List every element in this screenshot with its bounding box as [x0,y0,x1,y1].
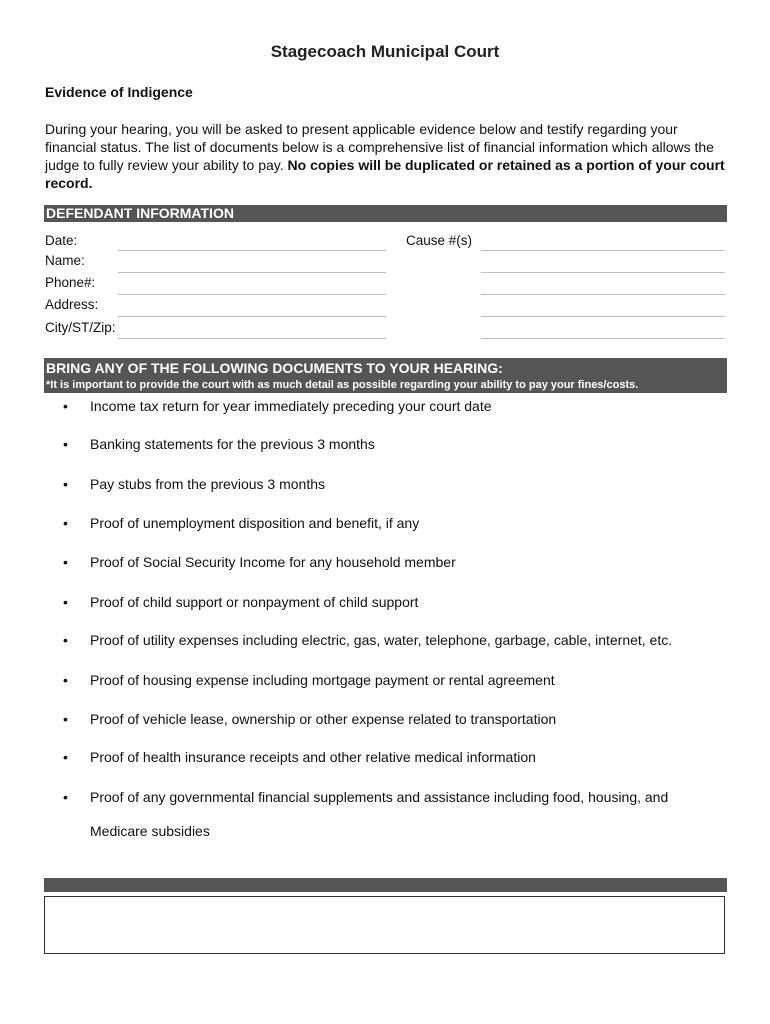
date-field[interactable] [118,250,386,251]
address-field[interactable] [118,316,386,317]
intro-paragraph [45,120,725,192]
list-item [63,435,728,453]
cause-field-1[interactable] [481,250,725,251]
list-item-text: Income tax return for year immediately preceding your court date [90,398,492,414]
documents-note: *It is important to provide the court with as much detail as possible regarding your ability to pay your fines/costs. [46,379,639,391]
bullet-icon: • [63,672,68,688]
documents-heading: BRING ANY OF THE FOLLOWING DOCUMENTS TO YOUR HEARING: [46,360,503,376]
list-item-text: Proof of any governmental financial supplements and assistance including food, housing, and [90,789,669,805]
section-subtitle: Evidence of Indigence [45,84,193,100]
bullet-icon: • [63,789,68,805]
page-title: Stagecoach Municipal Court [270,42,500,61]
notes-box[interactable] [44,896,725,954]
list-item-text: Proof of health insurance receipts and other relative medical information [90,749,536,765]
bullet-icon: • [63,749,68,765]
documents-header [44,358,727,393]
list-item [63,710,728,728]
list-item-text: Proof of housing expense including mortgage payment or rental agreement [90,672,555,688]
list-item [63,631,728,649]
list-item [63,593,728,611]
intro-bold-text: No copies will be duplicated or retained as a portion of your court record. [45,157,725,191]
list-item-continuation: Medicare subsidies [90,823,210,839]
list-item-text: Proof of unemployment disposition and benefit, if any [90,515,420,531]
intro-text: During your hearing, you will be asked to present applicable evidence below and testify regarding your financial status. The list of documents below is a comprehensive list of financial information which allows the judge to fully review your ability to pay. [45,121,714,173]
list-item-text: Proof of Social Security Income for any household member [90,554,456,570]
list-item [63,748,728,766]
date-label: Date: [45,233,78,248]
list-item [63,671,728,689]
bullet-icon: • [63,711,68,727]
bullet-icon: • [63,476,68,492]
city-state-zip-field[interactable] [118,338,386,339]
bullet-icon: • [63,515,68,531]
list-item [63,514,728,532]
footer-bar [44,878,727,892]
name-field[interactable] [118,272,386,273]
list-item [63,553,728,571]
list-item-text: Pay stubs from the previous 3 months [90,476,325,492]
bullet-icon: • [63,398,68,414]
list-item-text: Proof of vehicle lease, ownership or other expense related to transportation [90,711,557,727]
cause-field-3[interactable] [481,294,725,295]
list-item [63,397,728,415]
list-item-text: Banking statements for the previous 3 months [90,436,375,452]
cause-field-5[interactable] [481,338,725,339]
list-item [63,475,728,493]
cause-field-2[interactable] [481,272,725,273]
name-label: Name: [45,253,85,268]
phone-label: Phone#: [45,275,96,290]
bullet-icon: • [63,594,68,610]
list-item-text: Proof of child support or nonpayment of child support [90,594,419,610]
city-state-zip-label: City/ST/Zip: [45,320,116,335]
bullet-icon: • [63,632,68,648]
list-item [63,788,728,806]
defendant-info-header: DEFENDANT INFORMATION [44,205,727,222]
phone-field[interactable] [118,294,386,295]
cause-label: Cause #(s) [406,233,473,248]
bullet-icon: • [63,554,68,570]
list-item-text: Proof of utility expenses including electric, gas, water, telephone, garbage, cable, internet, etc. [90,632,673,648]
bullet-icon: • [63,436,68,452]
address-label: Address: [45,297,99,312]
cause-field-4[interactable] [481,316,725,317]
